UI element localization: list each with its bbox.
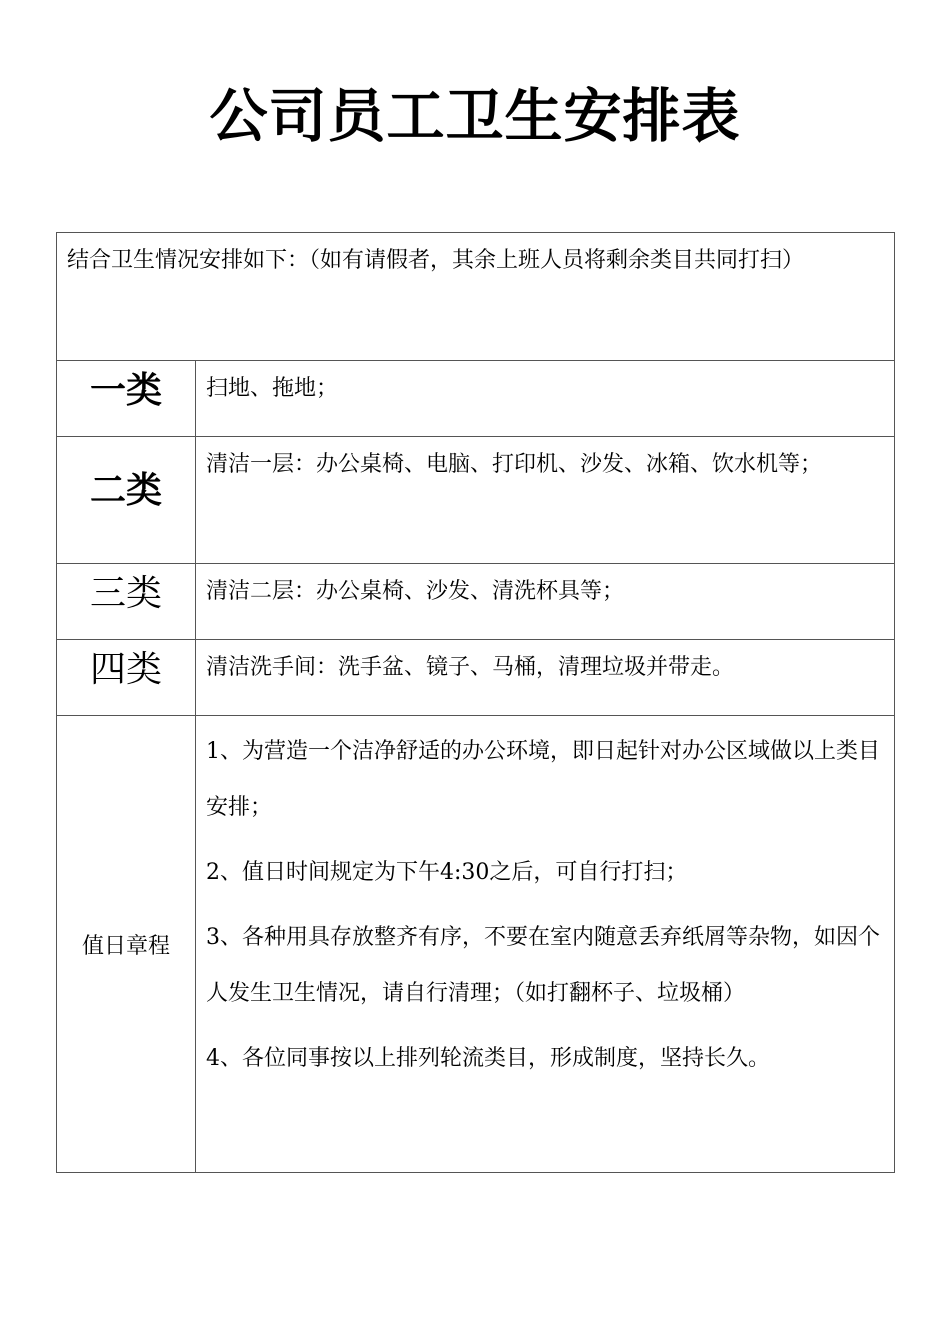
category-content: 清洁二层：办公桌椅、沙发、清洗杯具等； [206,579,625,604]
category-label-cell [57,437,196,564]
schedule-table [56,232,895,1173]
category-content-cell [196,361,895,437]
category-row [57,564,895,640]
category-label: 三类 [89,573,162,614]
category-row [57,640,895,716]
category-label-cell [57,640,196,716]
category-label: 一类 [89,370,162,411]
category-content: 清洁洗手间：洗手盆、镜子、马桶，清理垃圾并带走。 [206,655,735,680]
category-label: 四类 [89,649,162,690]
rule-item: 2、值日时间规定为下午4:30之后，可自行打扫； [206,860,688,885]
rule-item: 4、各位同事按以上排列轮流类目，形成制度，坚持长久。 [206,1046,770,1071]
intro-cell [57,233,895,361]
rule-item: 3、各种用具存放整齐有序，不要在室内随意丢弃纸屑等杂物，如因个人发生卫生情况，请自行清理；（如打翻杯子、垃圾桶） [206,925,880,1006]
category-row [57,437,895,564]
rules-label: 值日章程 [81,933,170,959]
category-label-cell [57,361,196,437]
rule-item: 1、为营造一个洁净舒适的办公环境，即日起针对办公区域做以上类目安排； [206,739,880,820]
category-label: 二类 [89,470,162,511]
category-content-cell [196,437,895,564]
category-content-cell [196,640,895,716]
rules-label-cell [57,716,196,1173]
category-content: 清洁一层：办公桌椅、电脑、打印机、沙发、冰箱、饮水机等； [206,452,823,477]
category-row [57,361,895,437]
rules-row [57,716,895,1173]
rules-list [196,716,895,1173]
category-content: 扫地、拖地； [206,376,339,401]
page-title: 公司员工卫生安排表 [209,82,741,150]
category-label-cell [57,564,196,640]
intro-text: 结合卫生情况安排如下：（如有请假者，其余上班人员将剩余类目共同打扫） [67,248,805,273]
category-content-cell [196,564,895,640]
intro-row [57,233,895,361]
